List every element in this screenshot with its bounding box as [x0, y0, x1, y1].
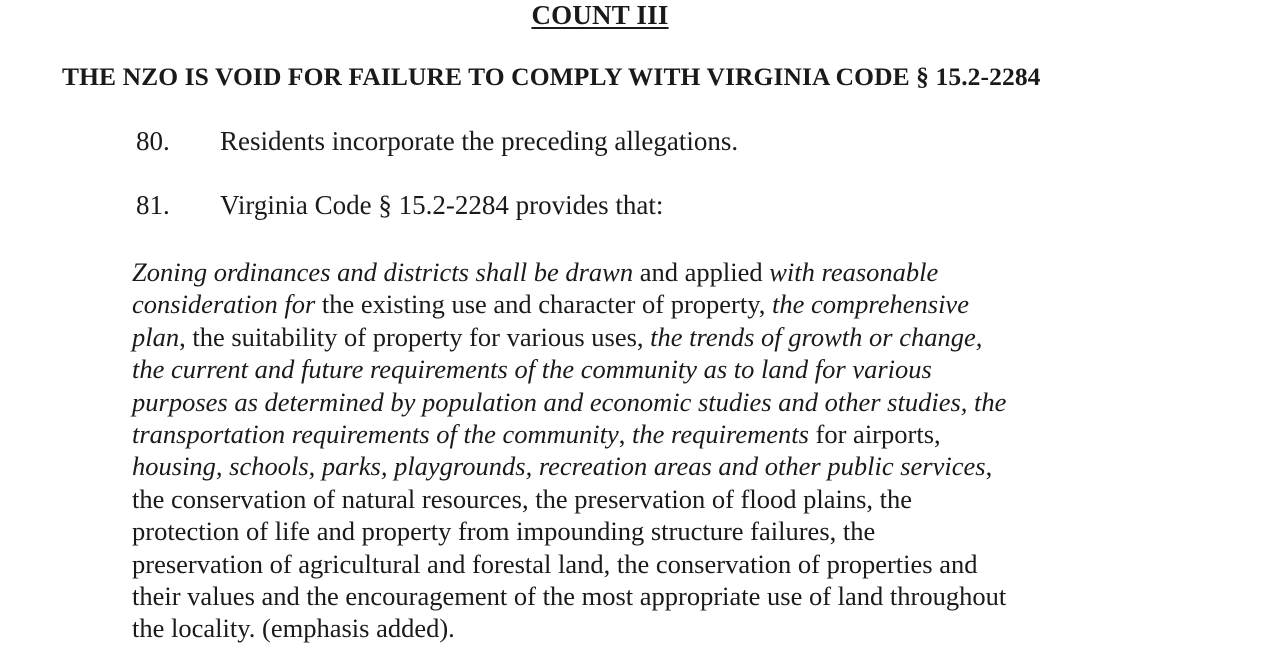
- quote-text: the locality. (emphasis added).: [132, 613, 455, 644]
- quote-line: [132, 321, 1072, 353]
- emphasized-text: the current and future requirements of the community as to land for various: [132, 354, 932, 385]
- quote-line: [132, 515, 1072, 547]
- block-quote: [132, 256, 1072, 645]
- emphasized-text: transportation requirements of the community: [132, 419, 619, 450]
- quote-text: and applied: [633, 257, 770, 287]
- section-heading: THE NZO IS VOID FOR FAILURE TO COMPLY WITH VIRGINIA CODE § 15.2-2284: [62, 62, 1041, 91]
- quote-text: ,: [618, 419, 633, 450]
- quote-line: [132, 256, 1072, 288]
- quote-line: [132, 288, 1072, 320]
- emphasized-text: the trends of growth or change,: [650, 321, 983, 352]
- paragraph-number: 80.: [136, 126, 170, 156]
- quote-line: [132, 612, 1072, 644]
- emphasized-text: with reasonable: [769, 257, 939, 287]
- count-title: COUNT III: [531, 0, 669, 30]
- paragraph-text: Residents incorporate the preceding allegations.: [220, 126, 739, 156]
- paragraph-text: Virginia Code § 15.2-2284 provides that:: [220, 190, 664, 220]
- quote-text: ,: [985, 451, 993, 482]
- quote-text: their values and the encouragement of the most appropriate use of land throughout: [132, 581, 1007, 612]
- quote-line: [132, 450, 1072, 482]
- emphasized-text: the requirements: [632, 419, 809, 450]
- quote-line: [132, 386, 1072, 418]
- quote-text: for airports,: [808, 419, 941, 450]
- quote-text: protection of life and property from impounding structure failures, the: [132, 516, 876, 547]
- emphasized-text: plan: [132, 321, 180, 352]
- quote-text: the conservation of natural resources, the preservation of flood plains, the: [132, 483, 913, 514]
- emphasized-text: the comprehensive: [772, 289, 969, 320]
- quote-line: [132, 483, 1072, 515]
- emphasized-text: housing, schools, parks, playgrounds, recreation areas and other public services: [132, 451, 986, 482]
- quote-text: , the suitability of property for various uses,: [179, 321, 651, 352]
- quote-line: [132, 548, 1072, 580]
- emphasized-text: purposes as determined by population and economic studies and other studies, the: [132, 386, 1007, 417]
- quote-text: preservation of agricultural and forestal land, the conservation of properties and: [132, 548, 978, 579]
- quote-text: the existing use and character of property,: [315, 289, 772, 320]
- emphasized-text: Zoning ordinances and districts shall be drawn: [132, 257, 634, 287]
- quote-line: [132, 418, 1072, 450]
- paragraph-81: [136, 190, 663, 221]
- quote-line: [132, 580, 1072, 612]
- emphasized-text: consideration for: [132, 289, 316, 320]
- paragraph-number: 81.: [136, 190, 170, 220]
- paragraph-80: [136, 126, 738, 157]
- quote-line: [132, 353, 1072, 385]
